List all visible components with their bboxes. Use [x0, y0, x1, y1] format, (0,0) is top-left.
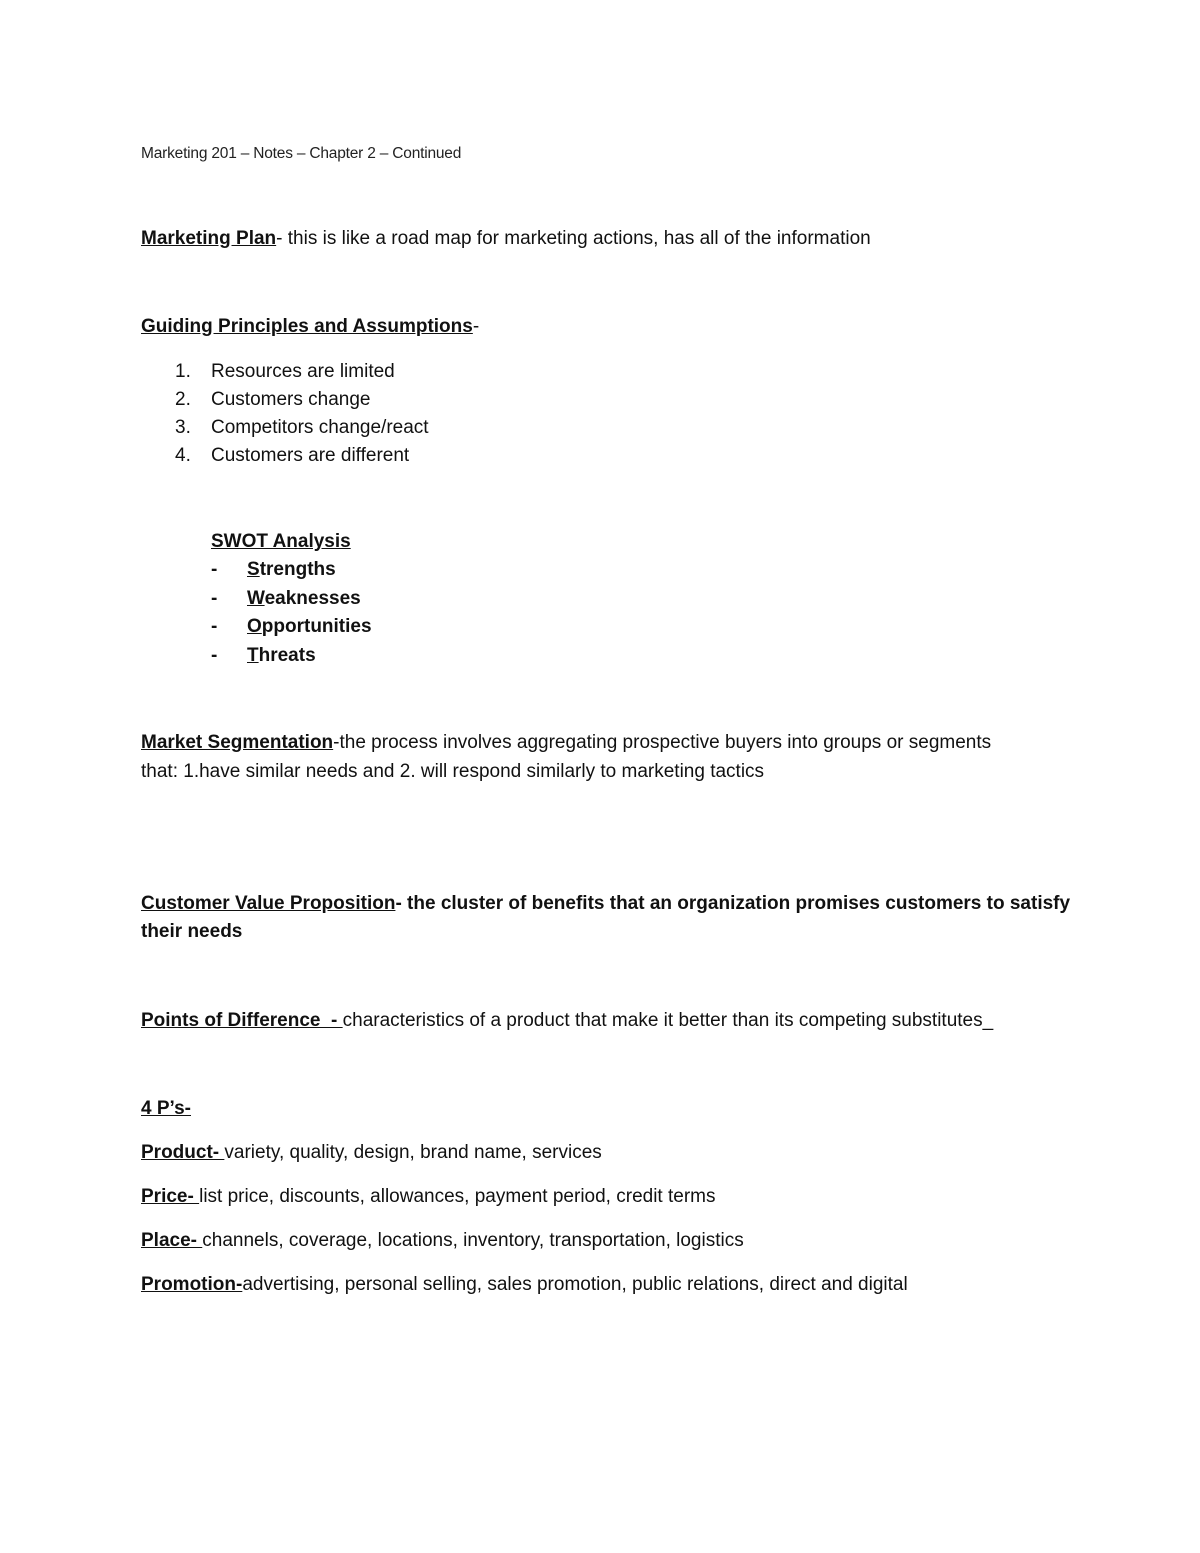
market-segmentation-paragraph — [141, 731, 991, 755]
guiding-principles-heading: Guiding Principles and Assumptions — [141, 316, 473, 337]
list-item — [175, 444, 409, 468]
list-text: Customers change — [211, 389, 371, 410]
points-of-difference-definition: characteristics of a product that make it better than its competing substitutes_ — [342, 1010, 994, 1031]
points-of-difference-term: Points of Difference - — [141, 1010, 343, 1031]
dash-bullet: - — [211, 616, 218, 637]
four-ps-term: Product- — [141, 1142, 225, 1163]
guiding-principles-suffix: - — [472, 316, 480, 337]
dash-bullet: - — [211, 588, 218, 609]
swot-rest: hreats — [258, 645, 316, 666]
marketing-plan-definition: - this is like a road map for marketing actions, has all of the information — [276, 228, 871, 249]
guiding-principles-heading-line — [141, 315, 479, 339]
customer-value-definition: - the cluster of benefits that an organization promises customers to satisfy — [395, 893, 1071, 914]
dash-bullet: - — [211, 645, 218, 666]
list-number: 2. — [175, 389, 191, 410]
swot-initial: T — [247, 645, 259, 666]
marketing-plan-term: Marketing Plan — [141, 228, 277, 249]
four-ps-item-price — [141, 1185, 715, 1209]
four-ps-text: variety, quality, design, brand name, services — [224, 1142, 602, 1163]
swot-item-opportunities — [211, 615, 372, 639]
list-text: Resources are limited — [211, 361, 395, 382]
marketing-plan-paragraph — [141, 227, 871, 251]
four-ps-item-promotion — [141, 1273, 908, 1297]
swot-item-weaknesses — [211, 587, 361, 611]
points-of-difference-paragraph — [141, 1009, 993, 1033]
four-ps-heading: 4 P’s- — [141, 1098, 191, 1119]
list-number: 3. — [175, 417, 191, 438]
customer-value-term: Customer Value Proposition — [141, 893, 396, 914]
four-ps-term: Price- — [141, 1186, 200, 1207]
four-ps-item-place — [141, 1229, 744, 1253]
list-text: Customers are different — [211, 445, 410, 466]
customer-value-paragraph — [141, 892, 1070, 916]
document-title: Marketing 201 – Notes – Chapter 2 – Continued — [141, 145, 462, 162]
list-item — [175, 388, 370, 412]
swot-rest: eaknesses — [264, 588, 361, 609]
list-number: 4. — [175, 445, 191, 466]
four-ps-item-product — [141, 1141, 602, 1165]
market-segmentation-continuation: that: 1.have similar needs and 2. will respond similarly to marketing tactics — [141, 761, 765, 782]
list-number: 1. — [175, 361, 191, 382]
customer-value-continuation: their needs — [141, 921, 243, 942]
four-ps-term: Promotion- — [141, 1274, 243, 1295]
four-ps-text: advertising, personal selling, sales promotion, public relations, direct and digital — [242, 1274, 908, 1295]
swot-initial: S — [247, 559, 260, 580]
swot-initial: O — [247, 616, 262, 637]
swot-item-threats — [211, 644, 316, 668]
list-item — [175, 360, 395, 384]
market-segmentation-term: Market Segmentation — [141, 732, 334, 753]
swot-item-strengths — [211, 558, 336, 582]
dash-bullet: - — [211, 559, 218, 580]
swot-rest: trengths — [259, 559, 336, 580]
swot-initial: W — [247, 588, 265, 609]
four-ps-text: channels, coverage, locations, inventory, transportation, logistics — [202, 1230, 744, 1251]
swot-heading: SWOT Analysis — [211, 531, 351, 552]
list-item — [175, 416, 429, 440]
market-segmentation-definition: -the process involves aggregating prospective buyers into groups or segments — [333, 732, 992, 753]
list-text: Competitors change/react — [211, 417, 429, 438]
swot-rest: pportunities — [261, 616, 372, 637]
four-ps-text: list price, discounts, allowances, payment period, credit terms — [199, 1186, 716, 1207]
four-ps-term: Place- — [141, 1230, 203, 1251]
